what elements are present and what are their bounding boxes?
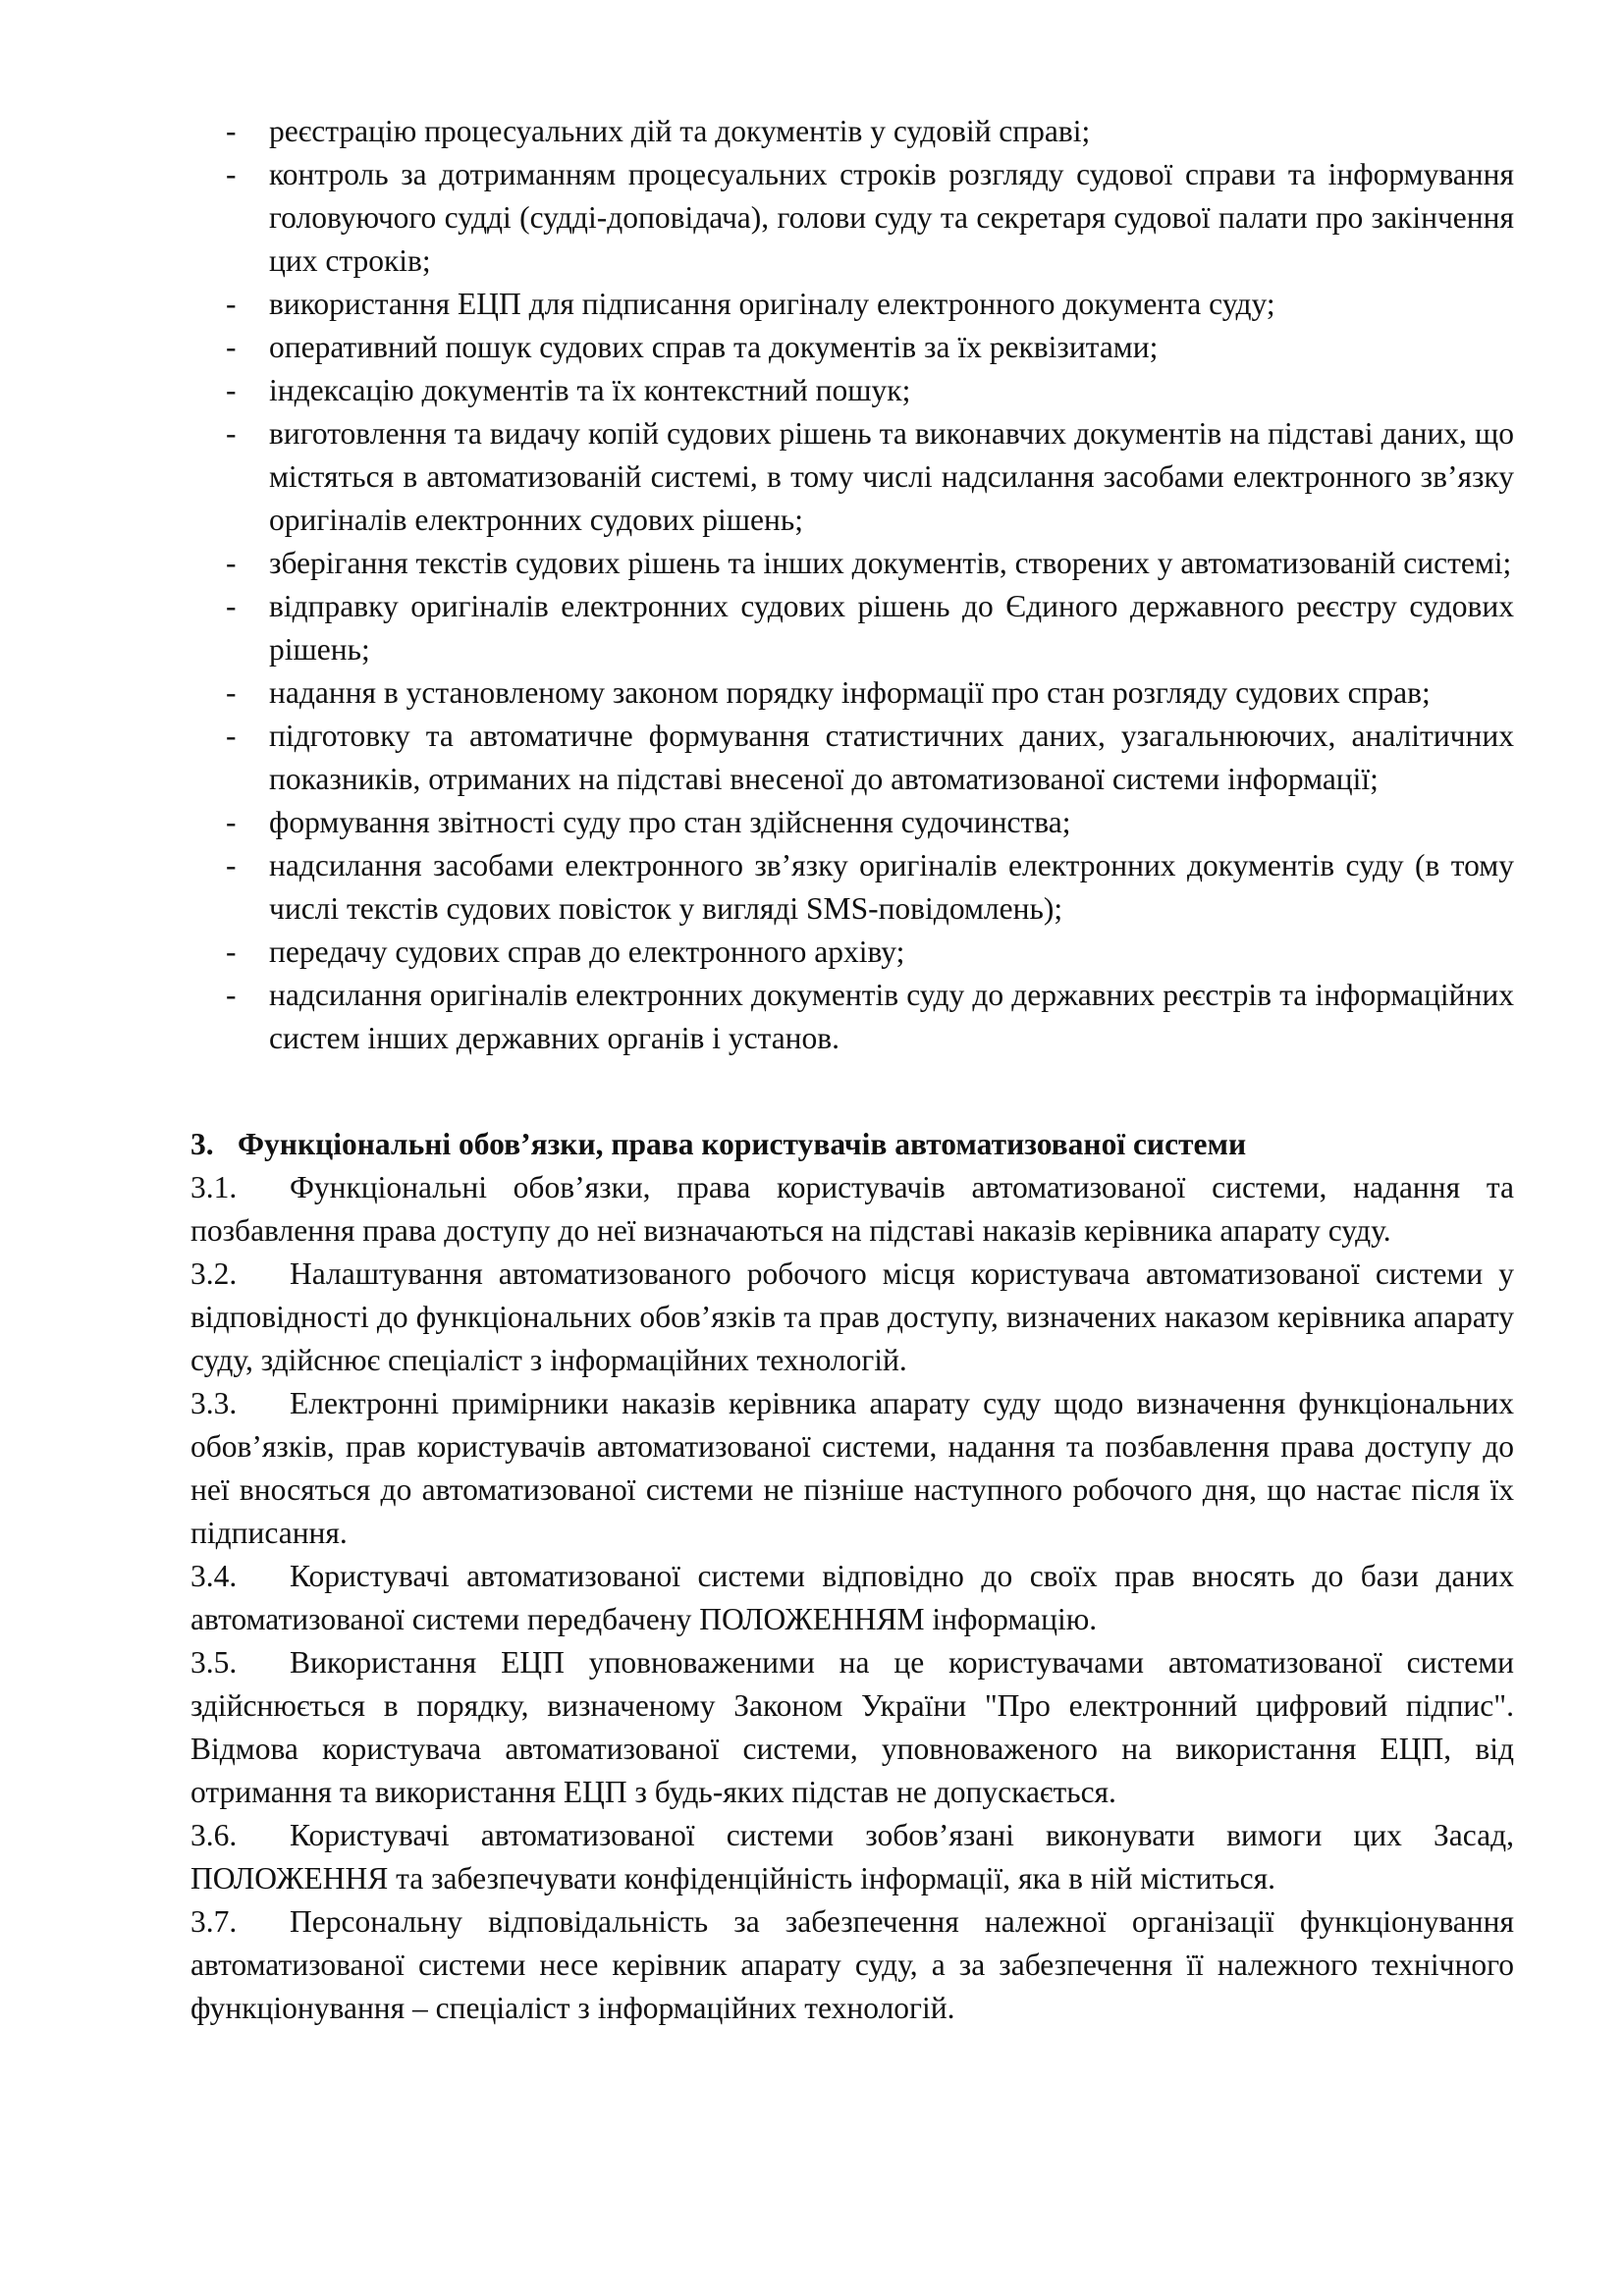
clause-text: Користувачі автоматизованої системи зобов’язані виконувати вимоги цих Засад, ПОЛОЖЕННЯ та забезпечувати конфіденційність інформації, яка в ній міститься. [190, 1818, 1514, 1896]
clause-text: Електронні примірники наказів керівника апарату суду щодо визначення функціональних обов’язків, прав користувачів автоматизованої системи, надання та позбавлення права доступу до неї вносяться до автоматизованої системи не пізніше наступного робочого дня, що настає після їх підписання. [190, 1386, 1514, 1550]
list-item-text: виготовлення та видачу копій судових рішень та виконавчих документів на підставі даних, що містяться в автоматизованій системі, в тому числі надсилання засобами електронного зв’язку оригіналів електронних судових рішень; [269, 416, 1514, 537]
clause [190, 1166, 1514, 1253]
bullet-marker: - [226, 287, 237, 321]
list-item [190, 110, 1514, 153]
list-item-text: реєстрацію процесуальних дій та документів у судовій справі; [269, 114, 1091, 148]
clause [190, 1641, 1514, 1814]
list-item [190, 283, 1514, 326]
list-item-text: відправку оригіналів електронних судових рішень до Єдиного державного реєстру судових рішень; [269, 589, 1514, 667]
clause-number: 3.4. [190, 1559, 238, 1593]
list-item-text: надсилання оригіналів електронних документів суду до державних реєстрів та інформаційних систем інших державних органів і установ. [269, 978, 1514, 1055]
list-item-text: формування звітності суду про стан здійснення судочинства; [269, 805, 1071, 839]
section-number: 3. [190, 1127, 214, 1161]
clause-list [190, 1166, 1514, 2030]
list-item [190, 715, 1514, 801]
clause-number: 3.3. [190, 1386, 238, 1420]
clause-number: 3.7. [190, 1904, 238, 1939]
list-item [190, 844, 1514, 931]
clause-number: 3.2. [190, 1256, 238, 1291]
list-item-text: індексацію документів та їх контекстний пошук; [269, 373, 911, 407]
list-item-text: контроль за дотриманням процесуальних строків розгляду судової справи та інформування головуючого судді (судді-доповідача), голови суду та секретаря судової палати про закінчення цих строків; [269, 157, 1514, 278]
bullet-marker: - [226, 373, 237, 407]
clause-number: 3.6. [190, 1818, 238, 1852]
clause-text: Користувачі автоматизованої системи відповідно до своїх прав вносять до бази даних автоматизованої системи передбачену ПОЛОЖЕННЯМ інформацію. [190, 1559, 1514, 1636]
bullet-marker: - [226, 416, 237, 451]
list-item-text: оперативний пошук судових справ та документів за їх реквізитами; [269, 330, 1159, 364]
list-item-text: передачу судових справ до електронного архіву; [269, 934, 905, 969]
clause-text: Використання ЕЦП уповноваженими на це користувачами автоматизованої системи здійснюється в порядку, визначеному Законом України "Про електронний цифровий підпис". Відмова користувача автоматизованої системи, уповноваженого на використання ЕЦП, від отримання та використання ЕЦП з будь-яких підстав не допускається. [190, 1645, 1514, 1809]
list-item [190, 585, 1514, 671]
bullet-marker: - [226, 114, 237, 148]
section-heading [190, 1123, 1514, 1166]
list-item [190, 326, 1514, 369]
list-item-text: зберігання текстів судових рішень та інших документів, створених у автоматизованій системі; [269, 546, 1512, 580]
bullet-marker: - [226, 848, 237, 882]
bullet-marker: - [226, 330, 237, 364]
list-item-text: використання ЕЦП для підписання оригіналу електронного документа суду; [269, 287, 1275, 321]
clause-number: 3.5. [190, 1645, 238, 1680]
list-item-text: підготовку та автоматичне формування статистичних даних, узагальнюючих, аналітичних показників, отриманих на підставі внесеної до автоматизованої системи інформації; [269, 719, 1514, 796]
section-title: Функціональні обов’язки, права користувачів автоматизованої системи [238, 1127, 1247, 1161]
clause-text: Функціональні обов’язки, права користувачів автоматизованої системи, надання та позбавлення права доступу до неї визначаються на підставі наказів керівника апарату суду. [190, 1170, 1514, 1248]
list-item [190, 801, 1514, 844]
clause [190, 1814, 1514, 1900]
list-item [190, 412, 1514, 542]
bullet-marker: - [226, 675, 237, 710]
list-item [190, 931, 1514, 974]
bullet-list [190, 110, 1514, 1060]
document-page [190, 110, 1514, 2030]
bullet-marker: - [226, 546, 237, 580]
list-item-text: надання в установленому законом порядку інформації про стан розгляду судових справ; [269, 675, 1431, 710]
list-item [190, 974, 1514, 1060]
bullet-marker: - [226, 978, 237, 1012]
clause-text: Персональну відповідальність за забезпечення належної організації функціонування автоматизованої системи несе керівник апарату суду, а за забезпечення її належного технічного функціонування – спеціаліст з інформаційних технологій. [190, 1904, 1514, 2025]
bullet-marker: - [226, 589, 237, 623]
clause [190, 1555, 1514, 1641]
clause-text: Налаштування автоматизованого робочого місця користувача автоматизованої системи у відповідності до функціональних обов’язків та прав доступу, визначених наказом керівника апарату суду, здійснює спеціаліст з інформаційних технологій. [190, 1256, 1514, 1377]
bullet-marker: - [226, 934, 237, 969]
bullet-marker: - [226, 719, 237, 753]
clause [190, 1900, 1514, 2030]
list-item [190, 153, 1514, 283]
list-item [190, 542, 1514, 585]
clause-number: 3.1. [190, 1170, 238, 1204]
bullet-marker: - [226, 805, 237, 839]
list-item-text: надсилання засобами електронного зв’язку оригіналів електронних документів суду (в тому числі текстів судових повісток у вигляді SMS-повідомлень); [269, 848, 1514, 926]
list-item [190, 369, 1514, 412]
clause [190, 1253, 1514, 1382]
clause [190, 1382, 1514, 1555]
list-item [190, 671, 1514, 715]
bullet-marker: - [226, 157, 237, 191]
